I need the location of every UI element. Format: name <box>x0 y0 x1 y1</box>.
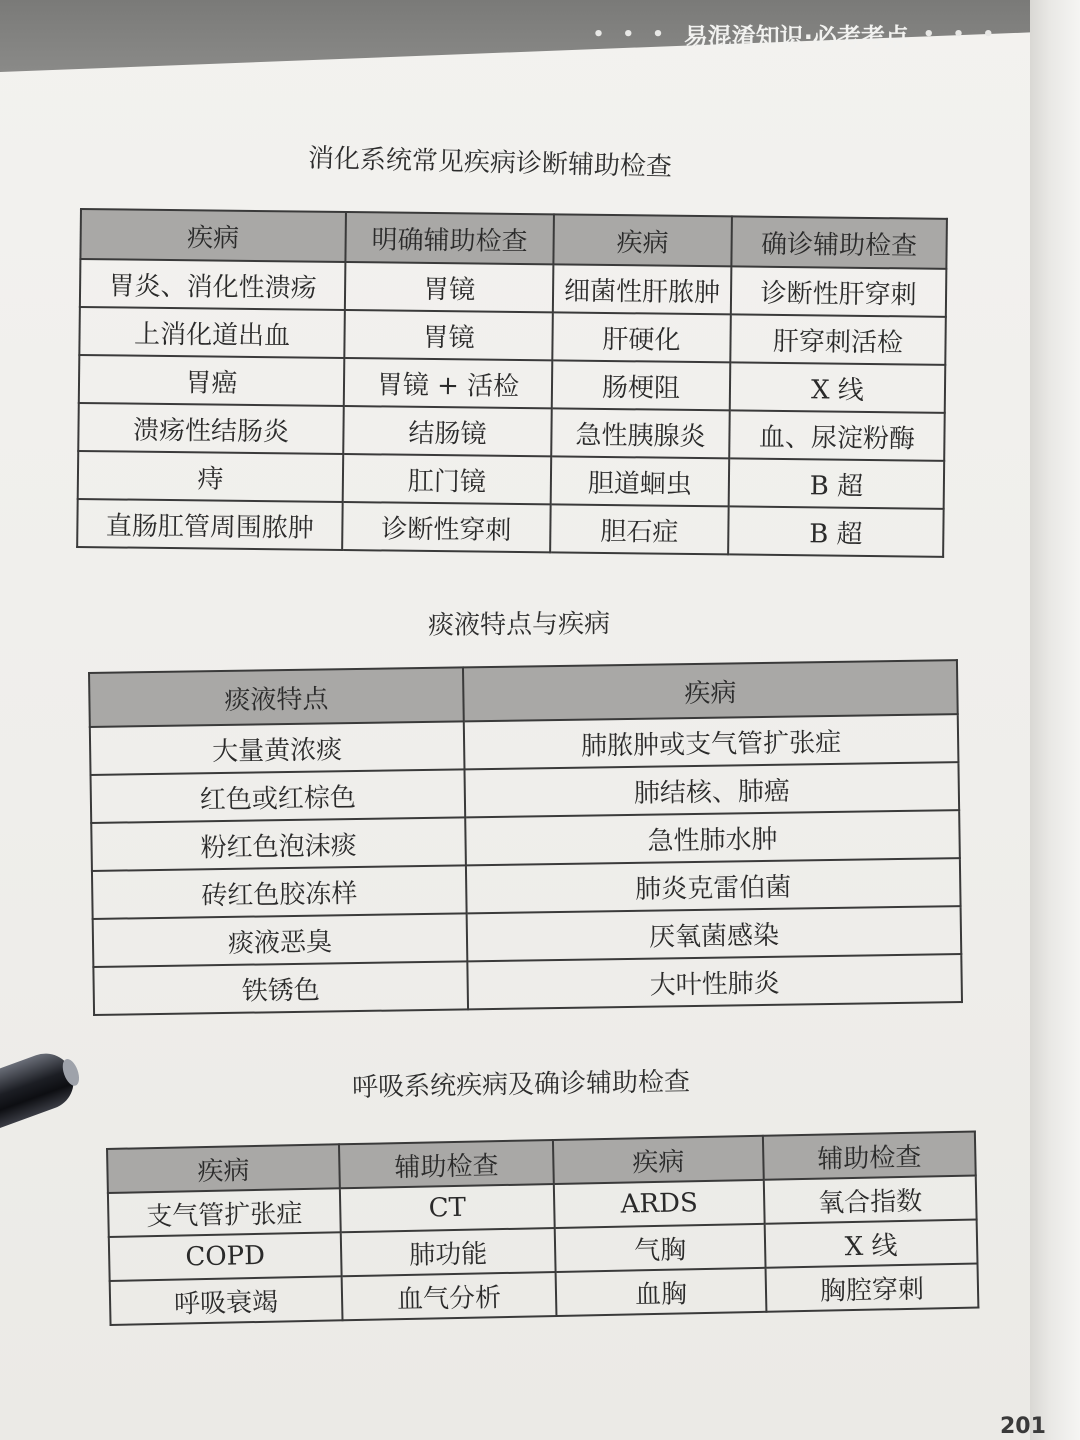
column-header: 疾病 <box>80 209 346 262</box>
table-cell: 铁锈色 <box>93 961 468 1015</box>
table-cell: 诊断性穿刺 <box>342 502 551 552</box>
table-cell: 氧合指数 <box>764 1176 977 1224</box>
table-cell: 痰液恶臭 <box>93 913 468 967</box>
table-cell: 厌氧菌感染 <box>467 906 962 961</box>
column-header: 疾病 <box>553 1136 764 1184</box>
table-cell: 粉红色泡沫痰 <box>91 817 466 871</box>
header-dots-right: • • • <box>922 23 1000 45</box>
table-cell: 上消化道出血 <box>79 307 345 358</box>
column-header: 疾病 <box>107 1144 340 1193</box>
page-edge <box>1030 0 1080 1440</box>
table-cell: 肺炎克雷伯菌 <box>466 858 961 913</box>
table-cell: 肛门镜 <box>343 454 552 504</box>
respiratory-diagnosis-table <box>106 1131 979 1326</box>
header-title: 易混淆知识·必考考点 <box>683 22 909 51</box>
table-cell: 肠梗阻 <box>552 360 731 410</box>
table-cell: 胃癌 <box>79 355 345 406</box>
section3-title: 呼吸系统疾病及确诊辅助检查 <box>351 1067 691 1103</box>
column-header: 确诊辅助检查 <box>731 216 947 268</box>
table-cell: 胃镜 + 活检 <box>344 358 553 408</box>
column-header: 辅助检查 <box>339 1140 554 1188</box>
table-cell: COPD <box>109 1232 342 1281</box>
table-cell: 胆石症 <box>550 504 729 554</box>
table-cell: B 超 <box>729 458 945 508</box>
table-cell: CT <box>340 1184 555 1232</box>
table-cell: 大叶性肺炎 <box>467 954 962 1009</box>
table-cell: 痔 <box>78 451 344 502</box>
table-cell: 胃镜 <box>345 262 554 312</box>
table-cell: 诊断性肝穿刺 <box>731 266 947 316</box>
table-cell: X 线 <box>765 1220 978 1268</box>
table-cell: 支气管扩张症 <box>108 1188 341 1237</box>
table-cell: 肝硬化 <box>552 312 731 362</box>
table-cell: 结肠镜 <box>343 406 552 456</box>
table-cell: ARDS <box>554 1180 765 1228</box>
table-cell: 血气分析 <box>342 1272 557 1320</box>
table-cell: 急性肺水肿 <box>465 810 960 865</box>
sputum-disease-table <box>88 659 963 1016</box>
table-cell: 血胸 <box>556 1268 767 1316</box>
table-cell: 血、尿淀粉酶 <box>729 410 945 460</box>
table-row <box>77 499 943 557</box>
table-cell: 细菌性肝脓肿 <box>553 264 732 314</box>
table-cell: 直肠肛管周围脓肿 <box>77 499 343 550</box>
table-cell: 溃疡性结肠炎 <box>78 403 344 454</box>
table-cell: 砖红色胶冻样 <box>92 865 467 919</box>
header-dots-left: • • • <box>592 23 670 45</box>
table-cell: X 线 <box>730 362 946 412</box>
table-cell: 胆道蛔虫 <box>551 456 730 506</box>
table-cell: 肺功能 <box>341 1228 556 1276</box>
column-header: 疾病 <box>553 214 732 266</box>
running-header <box>593 12 1000 56</box>
digestive-diagnosis-table <box>76 208 948 558</box>
table-cell: 胃镜 <box>344 310 553 360</box>
table-cell: 胃炎、消化性溃疡 <box>80 259 346 310</box>
table-cell: 红色或红棕色 <box>91 769 466 823</box>
section2-title: 痰液特点与疾病 <box>427 609 611 641</box>
column-header: 痰液特点 <box>89 667 464 727</box>
table-cell: 肺脓肿或支气管扩张症 <box>464 714 959 769</box>
page-number: 201 <box>1000 1414 1046 1439</box>
column-header: 疾病 <box>463 660 958 721</box>
column-header: 明确辅助检查 <box>345 212 554 264</box>
table-cell: 胸腔穿刺 <box>766 1264 979 1312</box>
table-cell: 大量黄浓痰 <box>90 721 465 775</box>
table-cell: 气胸 <box>555 1224 766 1272</box>
column-header: 辅助检查 <box>763 1132 976 1180</box>
section1-title: 消化系统常见疾病诊断辅助检查 <box>307 143 673 183</box>
table-cell: 呼吸衰竭 <box>110 1276 343 1325</box>
table-cell: 肺结核、肺癌 <box>464 762 959 817</box>
table-cell: 肝穿刺活检 <box>730 314 946 364</box>
table-cell: B 超 <box>728 506 944 556</box>
table-cell: 急性胰腺炎 <box>551 408 730 458</box>
